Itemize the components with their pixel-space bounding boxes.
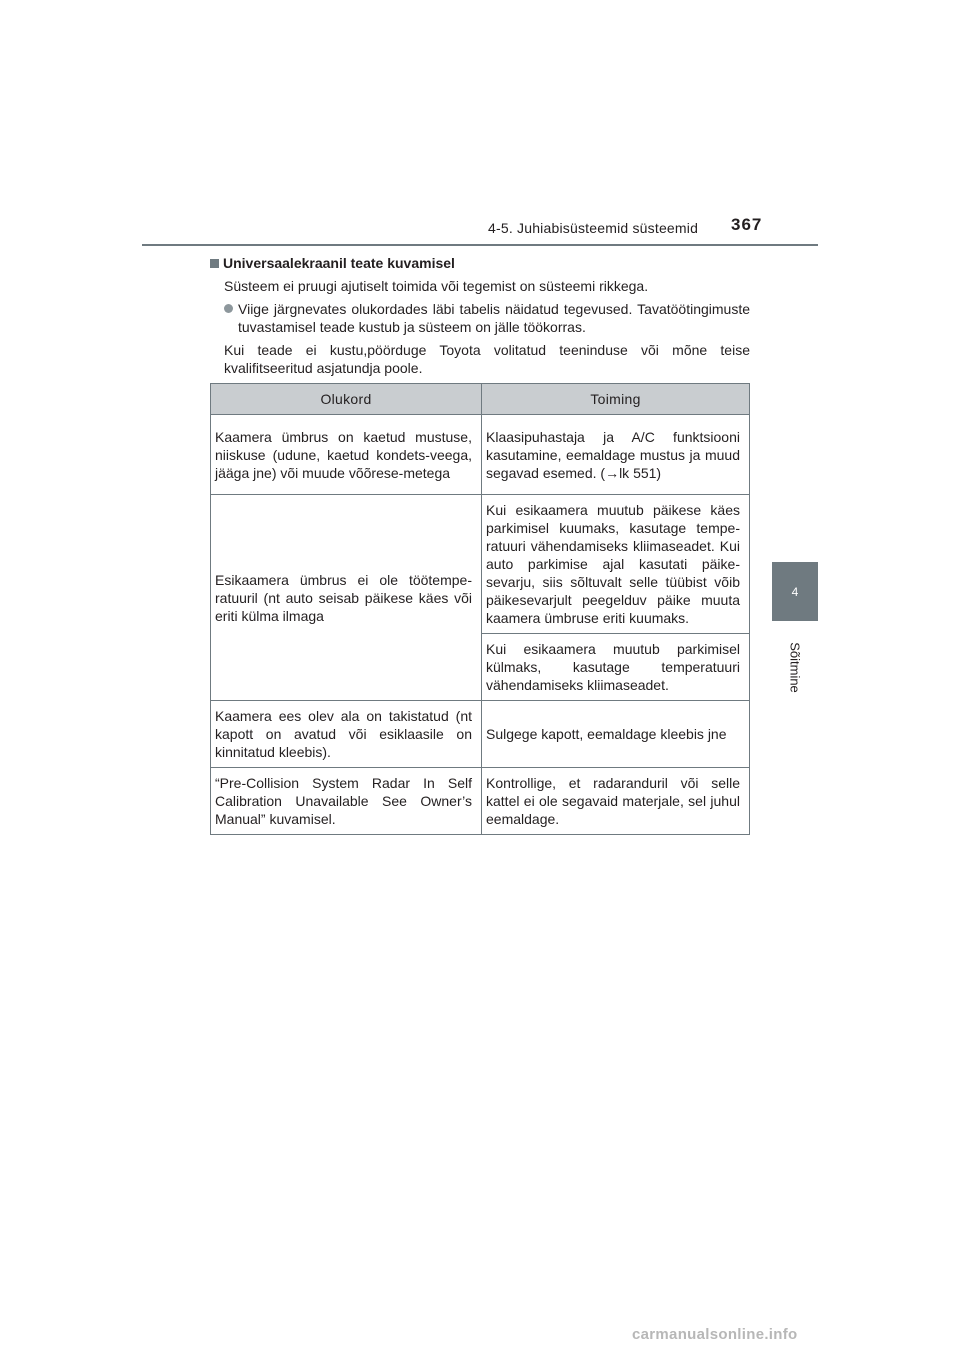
action-cell: Kui esikaamera muutub päikese käes parkimisel kuumaks, kasutage tempe-ratuuri vähendamiseks kliimaseadet. Kui auto parkimise ajal kasutati päike-sevarju, siis sõltuvalt selle tüübist võib päikesevarjult peegelduv päike muuta kaamera ümbruse eriti kuumaks. [482, 495, 750, 634]
table-row [211, 768, 750, 835]
square-bullet-icon [210, 259, 219, 268]
situation-cell: Kaamera ees olev ala on takistatud (nt kapott on avatud või esiklaasile on kinnitatud kleebis). [211, 701, 482, 768]
bullet-item [224, 300, 750, 336]
contact-text: Kui teade ei kustu,pöörduge Toyota volitatud teeninduse või mõne teise kvalifitseeritud asjatundja poole. [224, 342, 750, 376]
table-row [211, 415, 750, 495]
table-row [211, 701, 750, 768]
section-title: 4-5. Juhiabisüsteemid süsteemid [488, 220, 699, 236]
chapter-label: Sõitmine [787, 642, 803, 693]
action-cell: Klaasipuhastaja ja A/C funktsiooni kasutamine, eemaldage mustus ja muud segavad esemed. (→lk 551) [482, 415, 750, 495]
circle-bullet-icon [224, 304, 233, 313]
column-header-situation: Olukord [211, 384, 482, 415]
bullet-text: Viige järgnevates olukordades läbi tabelis näidatud tegevused. Tavatöötingimuste tuvastamisel teade kustub ja süsteem on jälle töökorras. [238, 301, 750, 335]
situation-cell: “Pre-Collision System Radar In Self Calibration Unavailable See Owner’s Manual” kuvamisel. [211, 768, 482, 835]
header-divider [142, 244, 818, 246]
situation-cell: Esikaamera ümbrus ei ole töötempe-ratuuril (nt auto seisab päikese käes või eriti külma ilmaga [211, 495, 482, 701]
watermark-link[interactable]: carmanualsonline.info [632, 1326, 798, 1343]
situation-action-table [210, 383, 750, 835]
column-header-action: Toiming [482, 384, 750, 415]
section-heading [210, 254, 750, 272]
situation-cell: Kaamera ümbrus on kaetud mustuse, niiskuse (udune, kaetud kondets-veega, jääga jne) või muude võõrese-metega [211, 415, 482, 495]
page-number: 367 [731, 215, 763, 234]
section-heading-text: Universaalekraanil teate kuvamisel [223, 255, 455, 271]
action-cell: Kui esikaamera muutub parkimisel külmaks, kasutage temperatuuri vähendamiseks kliimaseadet. [482, 634, 750, 701]
action-cell: Sulgege kapott, eemaldage kleebis jne [482, 701, 750, 768]
intro-text: Süsteem ei pruugi ajutiselt toimida või tegemist on süsteemi rikkega. [224, 278, 649, 294]
chapter-tab [772, 562, 818, 621]
message-section [210, 254, 750, 377]
action-cell: Kontrollige, et radaranduril või selle kattel ei ole segavaid materjale, sel juhul eemaldage. [482, 768, 750, 835]
chapter-number: 4 [791, 584, 799, 599]
table-row [211, 495, 750, 634]
table-header-row [211, 384, 750, 415]
